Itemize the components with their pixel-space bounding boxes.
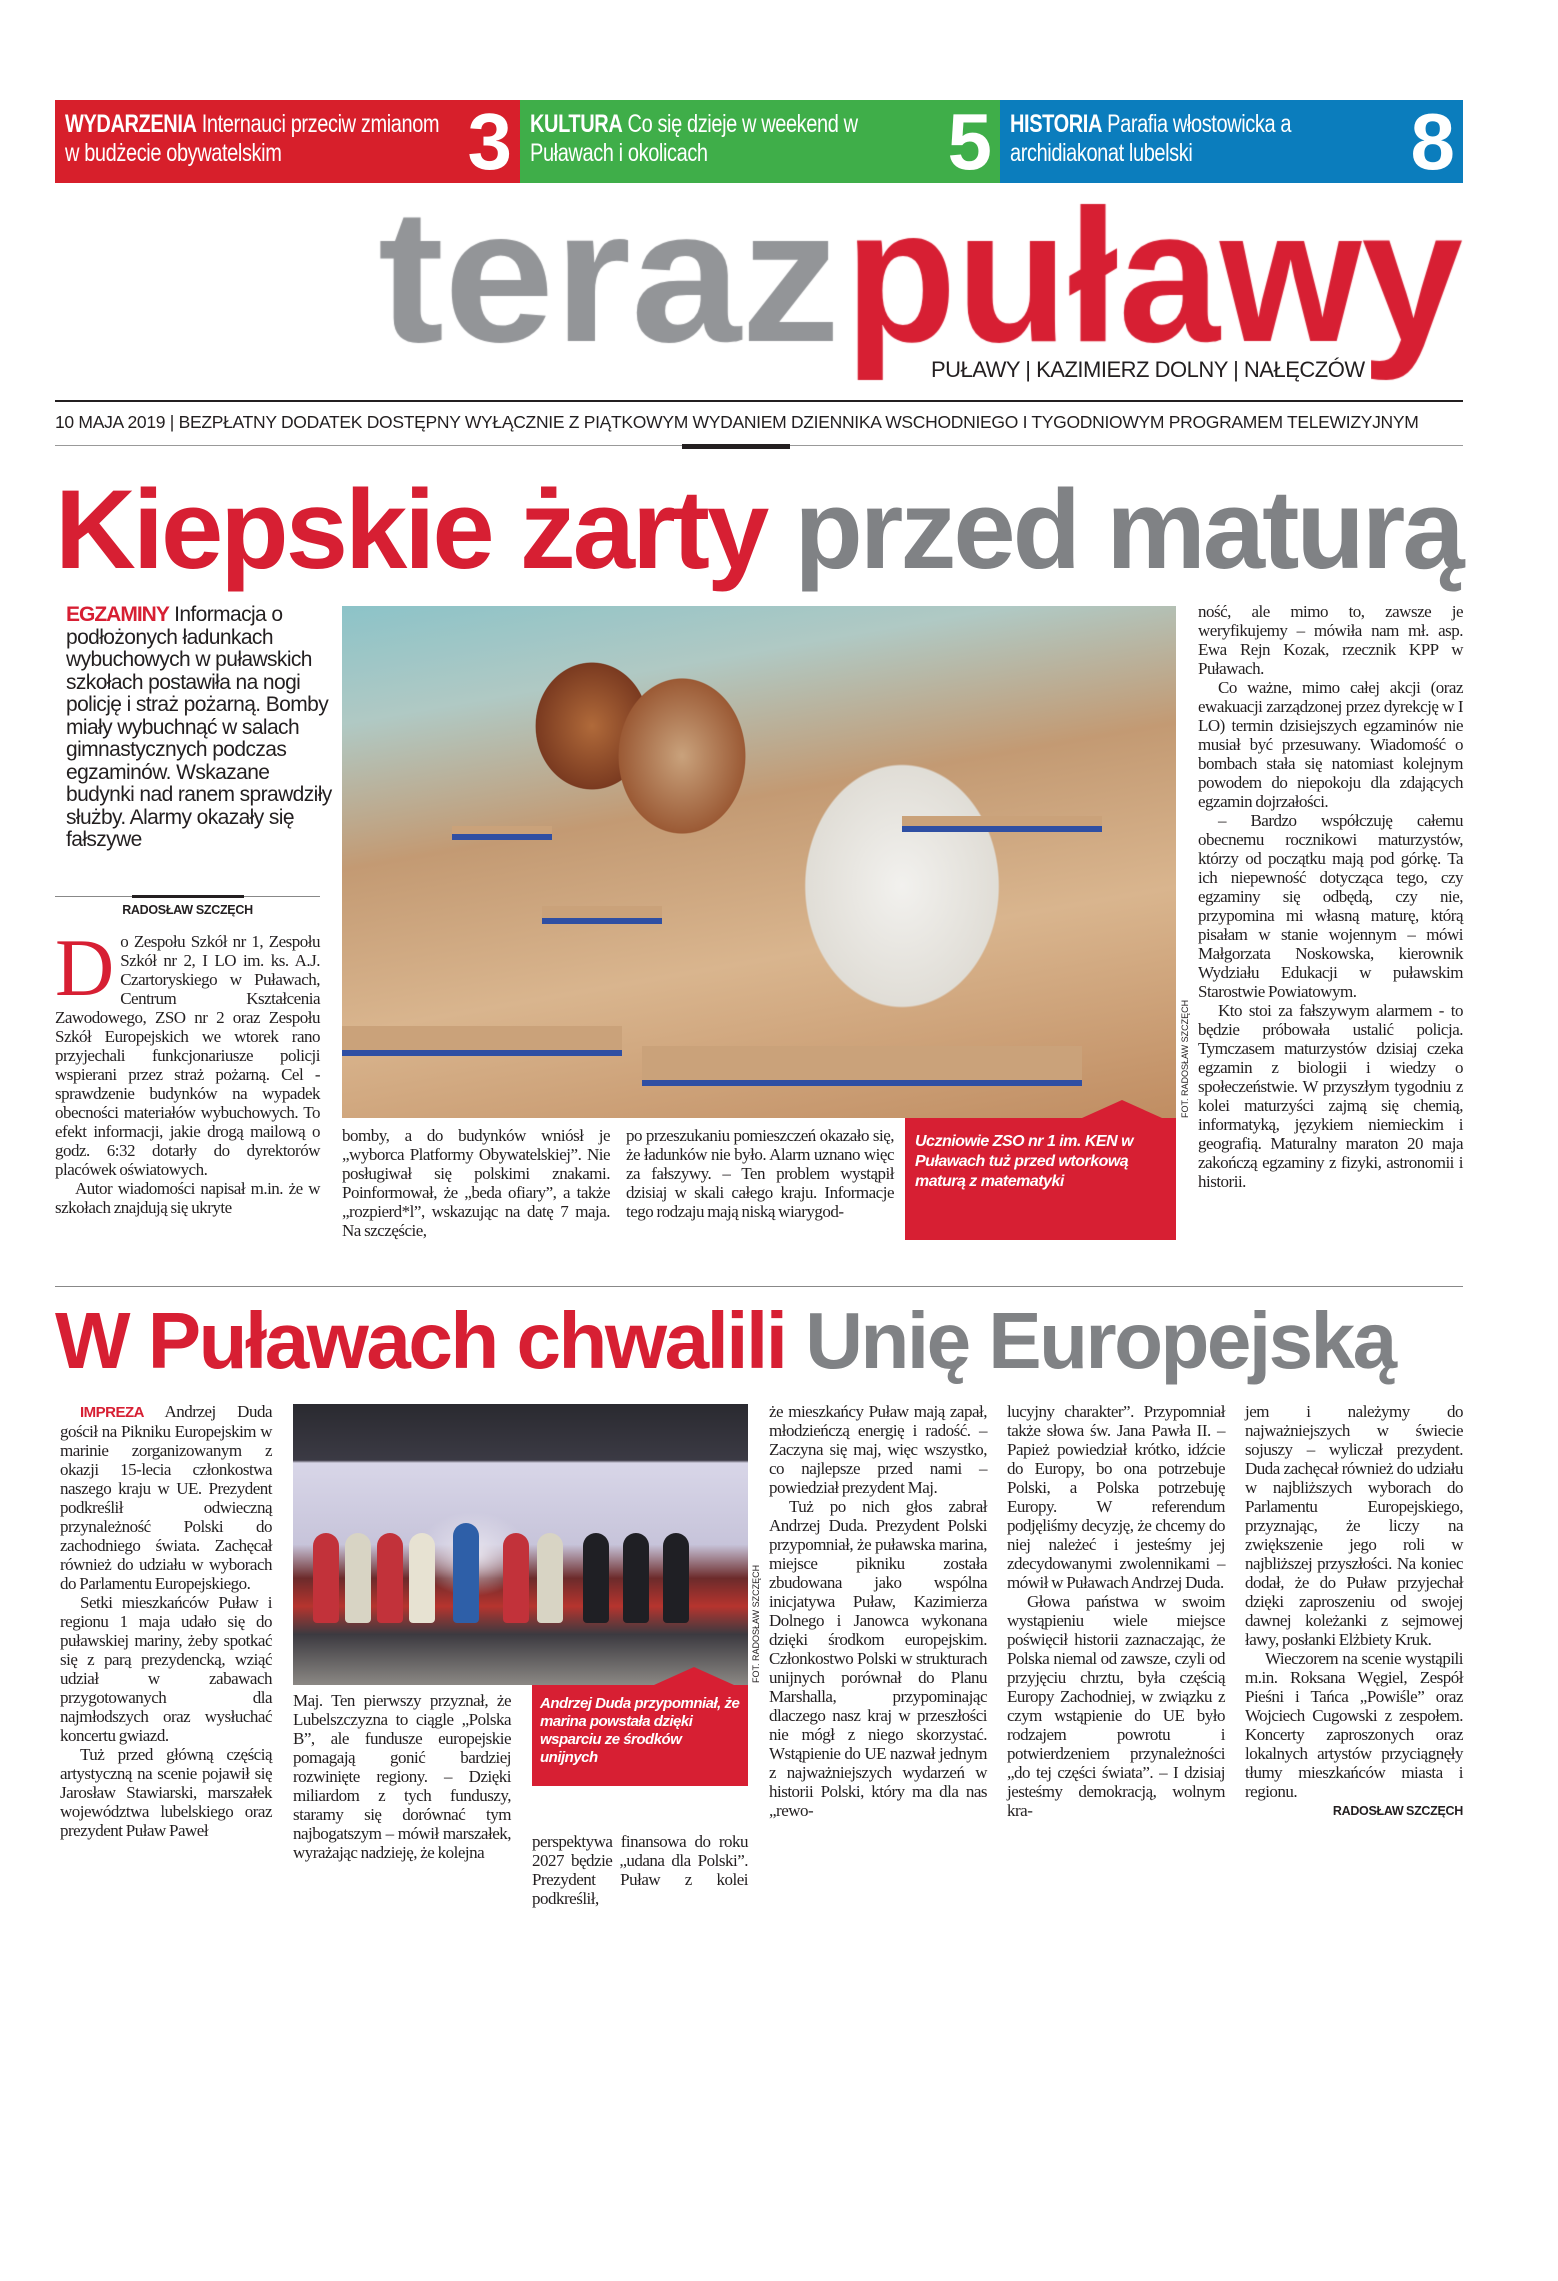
divider	[55, 1286, 1463, 1287]
paragraph: lucyjny charakter”. Przypomniał także słowa św. Jana Pawła II. – Papież powiedział krótko, idźcie do Europy, bo ona potrzebuje Polski, a Polska potrzebuję Europy. W referendum podjęliśmy decyzję, że chcemy do niej należeć i jesteśmy jej zdecydowanymi zwolennikami – mówił w Puławach Andrzej Duda.	[1007, 1402, 1225, 1592]
article1-column-1	[55, 922, 320, 1217]
headline-article1	[55, 467, 1462, 592]
lead-text: Informacja o podłożonych ładunkach wybuchowych w puławskich szkołach postawiła na nogi policję i straż pożarną. Bomby miały wybuchnąć w salach gimnastycznych podczas egzaminów. Wskazane budynki nad ranem sprawdziły służby. Alarmy okazały się fałszywe	[66, 603, 332, 851]
paragraph: Co ważne, mimo całej akcji (oraz ewakuacji zarządzonej przez dyrekcję w I LO) termin dzisiejszych egzaminów nie musiał być przesuwany. Wiadomość o bombach stała się natomiast kolejnym powodem do niepokoju dla zdających egzamin dojrzałości.	[1198, 678, 1463, 811]
section-teaser-banner	[55, 100, 1463, 183]
teaser-page-number: 3	[467, 100, 512, 183]
teaser-kultura[interactable]	[520, 100, 1000, 183]
divider-accent	[132, 895, 244, 898]
article1-column-2	[342, 1126, 610, 1240]
article2-column-3	[532, 1832, 748, 1908]
photo-credit: FOT. RADOSŁAW SZCZĘCH	[1180, 999, 1190, 1118]
headline-light: przed maturą	[794, 467, 1462, 592]
paragraph: o Zespołu Szkół nr 1, Zespołu Szkół nr 2, I LO im. ks. A.J. Czartoryskiego w Puławach, Centrum Kształcenia Zawodowego, ZSO nr 2 oraz Zespołu Szkół Europejskich we wtorek rano przyjechali funkcjonariusze policji wspierani przez straż pożarną. Cel - sprawdzenie budynków na wypadek obecności materiałów wybuchowych. To efekt informacji, jakie drogą mailową o godz. 6:32 dotarły do dyrektorów placówek oświatowych.	[55, 932, 320, 1179]
paragraph: po przeszukaniu pomieszczeń okazało się, że ładunków nie było. Alarm uznano więc za fałszywy. – Ten problem wystąpił dzisiaj w skali całego kraju. Informacje tego rodzaju mają niską wiarygod-	[626, 1126, 894, 1221]
caption-text: Andrzej Duda przypomniał, że marina powstała dzięki wsparciu ze środków unijnych	[540, 1695, 740, 1766]
article2-column-1	[60, 1402, 272, 1840]
teaser-text: Co się dzieje w weekend w Puławach i okolicach	[530, 110, 858, 167]
teaser-kicker: WYDARZENIA	[65, 110, 197, 138]
paragraph: ność, ale mimo to, zawsze je weryfikujemy – mówiła nam mł. asp. Ewa Rejn Kozak, rzecznik KPP w Puławach.	[1198, 602, 1463, 678]
teaser-historia[interactable]	[1000, 100, 1463, 183]
paragraph: jem i należymy do najważniejszych w świecie sojuszy – wyliczał prezydent. Duda zachęcał również do udziału w najbliższych wyborach do Parlamentu Europejskiego, przyznając, że liczy na zwiększenie jego roli w najbliższej przyszłości. Na koniec dodał, że do Puław przyjechał dzięki zaproszeniu od swojej dawnej koleżanki z sejmowej ławy, posłanki Elżbiety Kruk.	[1245, 1402, 1463, 1649]
dateline: 10 MAJA 2019 | BEZPŁATNY DODATEK DOSTĘPNY WYŁĄCZNIE Z PIĄTKOWYM WYDANIEM DZIENNIKA WSCHODNIEGO I TYGODNIOWYM PROGRAMEM TELEWIZYJNYM	[55, 412, 1419, 432]
headline-bold: W Puławach chwalili	[55, 1296, 786, 1385]
divider-accent	[682, 444, 790, 449]
photo-credit: FOT. RADOSŁAW SZCZĘCH	[751, 1564, 761, 1683]
teaser-page-number: 5	[947, 100, 992, 183]
headline-bold: Kiepskie żarty	[55, 467, 767, 592]
paragraph: Kto stoi za fałszywym alarmem - to będzie próbowała ustalić policja. Tymczasem maturzystów dzisiaj czeka egzamin z biologii i wiedzy o społeczeństwie. W przyszłym tygodniu z kolei maturzyści zajmą się chemią, informatyką, językiem niemieckim i geografią. Maturalny maraton 20 maja zakończą egzaminy z fizyki, astronomii i historii.	[1198, 1001, 1463, 1191]
president-stage-photo	[293, 1404, 748, 1685]
article2-column-6	[1245, 1402, 1463, 1819]
article2-column-2	[293, 1691, 511, 1862]
kicker: IMPREZA	[80, 1404, 144, 1421]
paragraph: Wieczorem na scenie wystąpili m.in. Roksana Węgiel, Zespół Pieśni i Tańca „Powiśle” oraz Wojciech Cugowski z zespołem. Koncerty zaproszonych oraz lokalnych artystów przyciągnęły tłumy mieszkańców miasta i regionu.	[1245, 1649, 1463, 1801]
paragraph: Tuż po nich głos zabrał Andrzej Duda. Prezydent Polski przypomniał, że puławska marina, miejsce pikniku została zbudowana jako wspólna inicjatywa Puław, Kazimierza Dolnego i Janowca wykonana dzięki środkom europejskim. Członkostwo Polski w strukturach unijnych porównał do Planu Marshalla, przypominając dlaczego nasz kraj w przeszłości nie mógł z niego skorzystać. Wstąpienie do UE nazwał jednym z najważniejszych wydarzeń w historii Polski, który ma dla nas „rewo-	[769, 1497, 987, 1820]
teaser-page-number: 8	[1410, 100, 1455, 183]
lead-kicker: EGZAMINY	[66, 603, 169, 626]
article1-column-4	[1198, 602, 1463, 1191]
photo-caption	[532, 1685, 748, 1786]
article1-column-3	[626, 1126, 894, 1221]
teaser-text: Parafia włostowicka a archidiakonat lubelski	[1010, 110, 1292, 167]
article2-column-5	[1007, 1402, 1225, 1820]
divider	[55, 400, 1463, 402]
paragraph: Autor wiadomości napisał m.in. że w szkołach znajdują się ukryte	[55, 1179, 320, 1217]
paragraph: Tuż przed główną częścią artystyczną na scenie pojawił się Jarosław Stawiarski, marszałek województwa lubelskiego oraz prezydent Puław Paweł	[60, 1745, 272, 1840]
caption-text: Uczniowie ZSO nr 1 im. KEN w Puławach tuż przed wtorkową maturą z matematyki	[915, 1133, 1134, 1190]
paragraph: Andrzej Duda gościł na Pikniku Europejskim w marinie zorganizowanym z okazji 15-lecia członkostwa naszego kraju w UE. Prezydent podkreślił odwieczną przynależność Polski do zachodniego świata. Zachęcał również do udziału w wyborach do Parlamentu Europejskiego.	[60, 1402, 273, 1593]
byline: RADOSŁAW SZCZĘCH	[1332, 1804, 1463, 1818]
paragraph: perspektywa finansowa do roku 2027 będzie „udana dla Polski”. Prezydent Puław z kolei podkreślił,	[532, 1832, 748, 1908]
teaser-kicker: KULTURA	[530, 110, 623, 138]
headline-article2	[55, 1296, 1395, 1386]
paragraph: bomby, a do budynków wniósł je „wyborca Platformy Obywatelskiej”. Nie posługiwał się polskimi znakami. Poinformował, że „beda ofiary”, a także „rozpierd*l”, wskazując na datę 7 maja. Na szczęście,	[342, 1126, 610, 1240]
masthead-towns: PUŁAWY | KAZIMIERZ DOLNY | NAŁĘCZÓW	[925, 357, 1371, 383]
teaser-kicker: HISTORIA	[1010, 110, 1102, 138]
paragraph: że mieszkańcy Puław mają zapał, młodzieńczą energię i radość. – Zaczyna się maj, więc wszystko, co najlepsze przed nami – powiedział prezydent Maj.	[769, 1402, 987, 1497]
paragraph: Głowa państwa w swoim wystąpieniu wiele miejsce poświęcił historii zaznaczając, że Polska niemal od zawsze, czyli od przyjęciu chrztu, była częścią Europy Zachodniej, w związku z czym wstąpienie do UE było rodzajem powrotu i potwierdzeniem przynależności „do tej części świata”. – I dzisiaj jesteśmy demokracją, wolnym kra-	[1007, 1592, 1225, 1820]
paragraph: Setki mieszkańców Puław i regionu 1 maja udało się do puławskiej mariny, żeby spotkać się z parą prezydencką, wziąć udział w zabawach przygotowanych dla najmłodszych oraz wysłuchać koncertu gwiazd.	[60, 1593, 272, 1745]
headline-light: Unię Europejską	[805, 1296, 1395, 1385]
byline: RADOSŁAW SZCZĘCH	[122, 903, 253, 917]
article1-lead	[66, 604, 336, 852]
teaser-wydarzenia[interactable]	[55, 100, 520, 183]
teaser-text: Internauci przeciw zmianom w budżecie obywatelskim	[65, 110, 440, 167]
article2-column-4	[769, 1402, 987, 1820]
exam-hall-photo	[342, 606, 1176, 1118]
drop-cap: D	[55, 922, 115, 1013]
paragraph: – Bardzo współczuję całemu obecnemu rocznikowi maturzystów, którzy od początku mają pod górkę. Ta ich niepewność dotycząca tego, czy egzaminy się odbędą, czy nie, przypomina mi własną maturę, którą pisałam w stanie wojennym – mówi Małgorzata Noskowska, kierownik Wydziału Edukacji w puławskim Starostwie Powiatowym.	[1198, 811, 1463, 1001]
paragraph: Maj. Ten pierwszy przyznał, że Lubelszczyzna to ciągle „Polska B”, ale fundusze europejskie pomagają gonić bardziej rozwinięte regiony. – Dzięki miliardom z tych funduszy, staramy się dorównać tym najbogatszym – mówił marszałek, wyrażając nadzieję, że kolejna	[293, 1691, 511, 1862]
photo-caption	[905, 1118, 1176, 1240]
